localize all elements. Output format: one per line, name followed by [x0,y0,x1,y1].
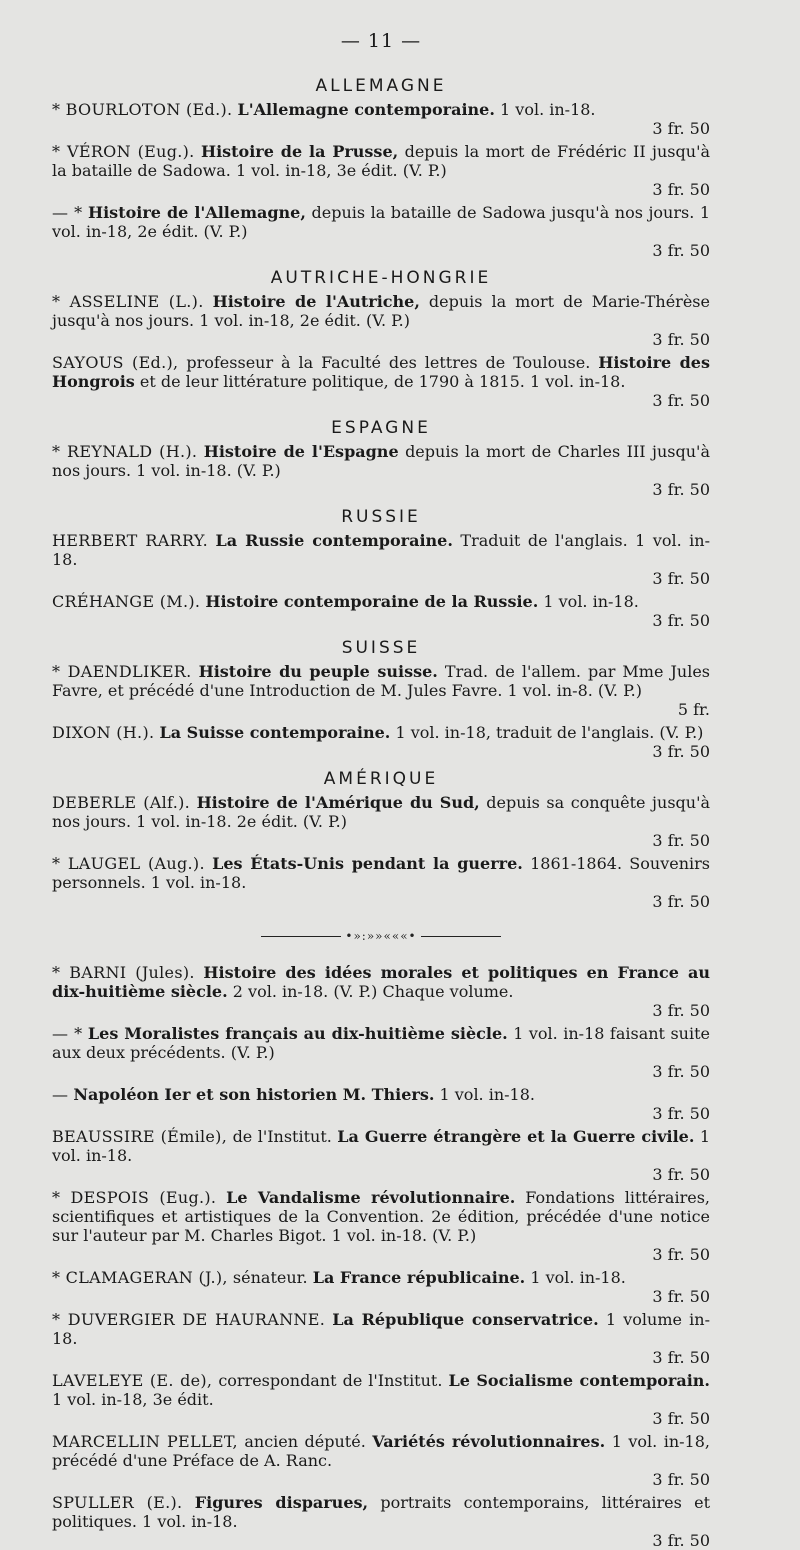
catalog-entry [52,1371,710,1428]
entry-description: sénateur. [232,1268,308,1287]
entry-title: Les États-Unis pendant la guerre. [212,854,523,873]
entry-title: Figures disparues, [194,1493,369,1512]
catalog-entry [52,1432,710,1489]
entry-price: 3 fr. 50 [652,330,710,349]
entry-title: Histoire de l'Autriche, [212,292,420,311]
section-divider [52,929,710,943]
entry-description: 1 vol. in-18. [543,592,639,611]
entry-description: 2 vol. in-18. (V. P.) Chaque volume. [232,982,514,1001]
catalog-entry [52,353,710,410]
entry-description: ancien député. [244,1432,366,1451]
entry-author: — * [52,203,83,222]
entry-author: * CLAMAGERAN (J.), [52,1268,228,1287]
entry-author: — * [52,1024,83,1043]
entry-title: Histoire du peuple suisse. [198,662,438,681]
entry-price: 3 fr. 50 [652,1001,710,1020]
entry-price: 3 fr. 50 [652,742,710,761]
entry-price: 3 fr. 50 [652,119,710,138]
sections-container [52,76,710,911]
entry-description: depuis sa conquête jusqu'à nos jours. 1 vol. in-18. 2e édit. (V. P.) [52,793,711,831]
section-heading: AUTRICHE-HONGRIE [270,268,492,288]
entry-description: professeur à la Faculté des lettres de Toulouse. [186,353,591,372]
section-heading: ALLEMAGNE [315,76,447,96]
section-heading: SUISSE [341,638,421,658]
catalog-entry [52,203,710,260]
page-number: — 11 — [340,30,422,52]
entry-price: 3 fr. 50 [652,1409,710,1428]
entry-author: DIXON (H.). [52,723,155,742]
entry-title: La Russie contemporaine. [215,531,453,550]
entry-description: 1 vol. in-18. [439,1085,535,1104]
divider-ornament: •»:»»«««• [345,929,417,943]
entry-price: 3 fr. 50 [652,1287,710,1306]
entry-author: LAVELEYE (E. de), [52,1371,213,1390]
catalog-entry [52,592,710,630]
entry-author: * BARNI (Jules). [52,963,195,982]
entry-author: * ASSELINE (L.). [52,292,204,311]
entry-description: 1 vol. in-18, traduit de l'anglais. (V. P.) [395,723,704,742]
entry-price: 3 fr. 50 [652,611,710,630]
entry-author: * BOURLOTON (Ed.). [52,100,233,119]
catalog-entry [52,723,710,761]
entry-title: Histoire de l'Allemagne, [87,203,306,222]
entry-author: BEAUSSIRE (Émile), [52,1127,228,1146]
entry-price: 3 fr. 50 [652,569,710,588]
entry-price: 3 fr. 50 [652,831,710,850]
entry-author: * REYNALD (H.). [52,442,198,461]
entry-price: 3 fr. 50 [652,1348,710,1367]
divider-rule-right [421,936,501,937]
entry-price: 3 fr. 50 [652,1062,710,1081]
entry-title: Histoire des idées morales et politiques en France au dix-huitième siècle. [52,963,710,1001]
entry-title: Histoire des Hongrois [52,353,710,391]
entry-description: Trad. de l'allem. par Mme Jules Favre, et précédé d'une Introduction de M. Jules Favre. 1 vol. in-8. (V. P.) [52,662,710,700]
entry-title: La Suisse contemporaine. [159,723,391,742]
catalog-entry [52,1188,710,1264]
entry-title: Histoire contemporaine de la Russie. [205,592,539,611]
entry-title: Histoire de l'Espagne [203,442,399,461]
catalog-entry [52,531,710,588]
entry-title: La France républicaine. [312,1268,526,1287]
catalog-entry [52,1085,710,1123]
catalog-entry [52,662,710,719]
catalog-entry [52,963,710,1020]
entry-title: Variétés révolutionnaires. [372,1432,606,1451]
catalog-entry [52,1493,710,1550]
catalog-entry [52,1268,710,1306]
entry-price: 3 fr. 50 [652,892,710,911]
entry-title: La République conservatrice. [332,1310,599,1329]
entry-author: SPULLER (E.). [52,1493,183,1512]
entry-price: 3 fr. 50 [652,241,710,260]
entry-description: 1 vol. in-18 faisant suite aux deux précédents. (V. P.) [52,1024,710,1062]
catalog-entry [52,142,710,199]
entry-description: depuis la mort de Charles III jusqu'à nos jours. 1 vol. in-18. (V. P.) [52,442,710,480]
entry-description: Traduit de l'anglais. 1 vol. in-18. [52,531,711,569]
entry-author: * LAUGEL (Aug.). [52,854,205,873]
section-heading: ESPAGNE [331,418,431,438]
entry-title: Les Moralistes français au dix-huitième siècle. [87,1024,508,1043]
entry-price: 3 fr. 50 [652,1470,710,1489]
entry-price: 3 fr. 50 [652,391,710,410]
entry-author: * DUVERGIER DE HAURANNE. [52,1310,326,1329]
entry-description: 1 vol. in-18. [500,100,596,119]
entry-price: 3 fr. 50 [652,1245,710,1264]
entry-price: 3 fr. 50 [652,180,710,199]
entry-title: Histoire de la Prusse, [200,142,399,161]
entry-description: et de leur littérature politique, de 1790 à 1815. 1 vol. in-18. [139,372,626,391]
entry-author: HERBERT RARRY. [52,531,209,550]
catalog-entry [52,292,710,349]
catalog-entry [52,1310,710,1367]
entry-description: depuis la mort de Frédéric II jusqu'à la bataille de Sadowa. 1 vol. in-18, 3e édit. (V. P.) [52,142,711,180]
catalog-entry [52,1024,710,1081]
entry-author: * DESPOIS (Eug.). [52,1188,217,1207]
section-heading: AMÉRIQUE [323,769,439,789]
misc-entries-container [52,963,710,1550]
entry-description: 1 vol. in-18. [52,1127,711,1165]
entry-title: L'Allemagne contemporaine. [237,100,495,119]
entry-price: 3 fr. 50 [652,1531,710,1550]
entry-description: portraits contemporains, littéraires et politiques. 1 vol. in-18. [52,1493,711,1531]
divider-rule-left [261,936,341,937]
entry-author: CRÉHANGE (M.). [52,592,201,611]
entry-title: La Guerre étrangère et la Guerre civile. [337,1127,695,1146]
entry-description: de l'Institut. [232,1127,332,1146]
catalog-entry [52,1127,710,1184]
entry-price: 5 fr. [677,700,710,719]
entry-title: Le Vandalisme révolutionnaire. [226,1188,516,1207]
entry-author: * VÉRON (Eug.). [52,142,195,161]
entry-price: 3 fr. 50 [652,480,710,499]
entry-title: Histoire de l'Amérique du Sud, [196,793,480,812]
entry-title: Le Socialisme contemporain. [448,1371,710,1390]
entry-description: correspondant de l'Institut. [218,1371,443,1390]
entry-description: 1 vol. in-18. [530,1268,626,1287]
entry-author: — [52,1085,69,1104]
section-heading: RUSSIE [341,507,421,527]
entry-description: depuis la bataille de Sadowa jusqu'à nos jours. 1 vol. in-18, 2e édit. (V. P.) [52,203,711,241]
entry-title: Napoléon Ier et son historien M. Thiers. [73,1085,435,1104]
entry-description: 1 vol. in-18, 3e édit. [52,1390,214,1409]
entry-price: 3 fr. 50 [652,1165,710,1184]
entry-description: Fondations littéraires, scientifiques et artistiques de la Convention. 2e édition, précédée d'une notice sur l'auteur par M. Charles Bigot. 1 vol. in-18. (V. P.) [52,1188,710,1245]
entry-price: 3 fr. 50 [652,1104,710,1123]
catalog-entry [52,854,710,911]
entry-author: * DAENDLIKER. [52,662,192,681]
catalog-entry [52,793,710,850]
entry-description: 1 vol. in-18, précédé d'une Préface de A. Ranc. [52,1432,710,1470]
entry-author: MARCELLIN PELLET, [52,1432,238,1451]
entry-description: 1861-1864. Souvenirs personnels. 1 vol. in-18. [52,854,710,892]
entry-author: SAYOUS (Ed.), [52,353,179,372]
entry-description: depuis la mort de Marie-Thérèse jusqu'à nos jours. 1 vol. in-18, 2e édit. (V. P.) [52,292,710,330]
catalog-entry [52,442,710,499]
entry-description: 1 volume in-18. [52,1310,710,1348]
catalog-entry [52,100,710,138]
entry-author: DEBERLE (Alf.). [52,793,191,812]
